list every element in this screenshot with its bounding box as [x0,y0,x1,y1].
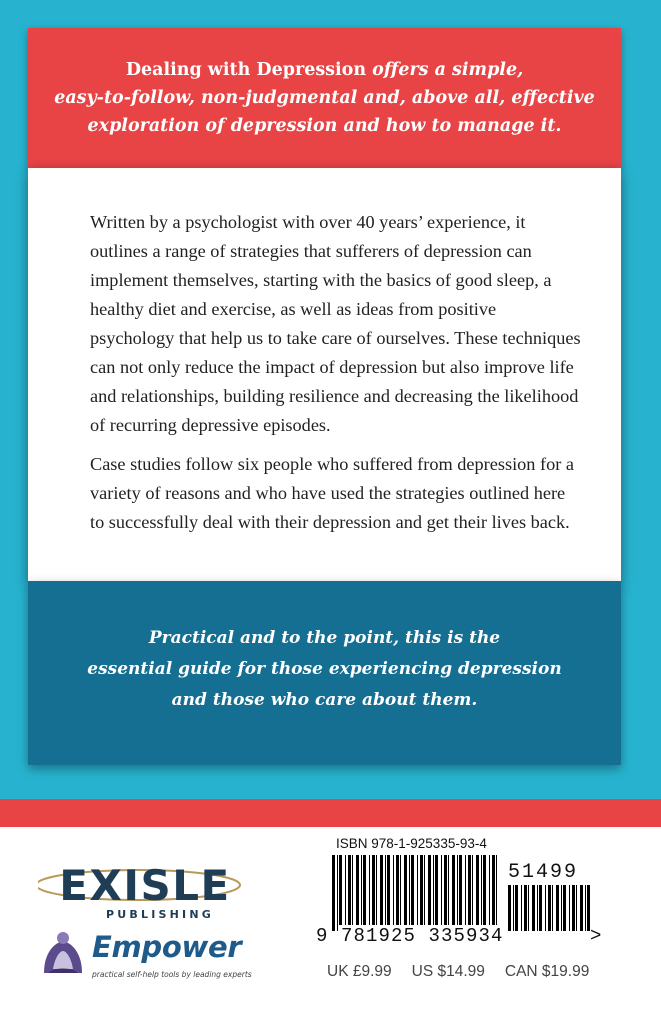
barcode-bar [483,855,486,931]
price-us: US $14.99 [411,963,485,980]
barcode-bar [433,855,434,931]
meditating-figure-icon [40,929,86,977]
headline-line-2 [48,84,601,112]
exisle-publishing-logo [38,852,253,924]
barcode-bar [352,855,353,931]
exisle-logo-sub: PUBLISHING [106,908,214,921]
headline-run: exploration of depression and how to manage it. [87,116,562,136]
price-list [327,963,607,981]
barcode-bar [552,885,553,931]
barcode-bar [572,885,575,931]
barcode-bar [528,885,529,931]
barcode-bar [339,855,342,931]
barcode-bar [539,885,542,931]
barcode-bar [459,855,462,931]
headline-text [48,56,601,140]
barcode-bar [420,855,423,931]
barcode-bar [489,855,490,931]
ean-barcode-bars [332,855,497,931]
barcode-bar [576,885,577,931]
barcode-bar [441,855,442,931]
barcode-bar [369,855,370,931]
barcode-bar [409,855,410,931]
headline-run: Dealing with Depression [125,60,373,80]
price-addon-bars [508,885,590,931]
publisher-footer [0,827,661,1020]
barcode-bar [472,855,473,931]
headline-run: easy-to-follow, non-judgmental and, above all, effective [54,88,595,108]
barcode-bar [361,855,362,931]
barcode-bar [457,855,458,931]
barcode-bar [393,855,394,931]
barcode-bar [380,855,383,931]
barcode-bar [515,885,518,931]
tagline-line-3: and those who care about them. [171,689,478,710]
barcode-bar [400,855,401,931]
empower-imprint-logo [40,927,270,989]
barcode-bar [337,855,338,931]
barcode-bar [548,885,551,931]
barcode-bar [345,855,346,931]
barcode-bar [496,855,497,931]
description-panel [28,168,621,581]
price-code-digits: 51499 [508,861,579,884]
barcode-bar [532,885,535,931]
description-paragraph-2: Case studies follow six people who suffered from depression for a variety of reasons and who have used the strategies outlined here to successfully deal with their depression and get their lives back. [90,454,575,532]
barcode-bar [556,885,559,931]
barcode-bar [411,855,414,931]
red-divider-strip [0,799,661,827]
tagline-panel [28,581,621,765]
headline-panel [28,28,621,168]
barcode-bar [452,855,455,931]
tagline-line-1: Practical and to the point, this is the [148,627,501,648]
barcode-bar [376,855,377,931]
barcode-bar [444,855,447,931]
barcode-bar [468,855,471,931]
barcode-bar [396,855,399,931]
barcode-bar [508,885,511,931]
description-paragraph-1: Written by a psychologist with over 40 years’ experience, it outlines a range of strategies that sufferers of depression can implement themselves, starting with the basics of good sleep, a healthy diet and exercise, as well as ideas from positive psychology that help us to take care of ourselves. These techniques can not only reduce the impact of depression but also improve life and relationships, building resilience and decreasing the likelihood of recurring depressive episodes. [90,212,581,435]
barcode-bar [481,855,482,931]
headline-run: offers a simple, [372,60,524,80]
tagline-line-2: essential guide for those experiencing depression [87,658,562,679]
barcode-bar [513,885,514,931]
barcode-bar [563,885,566,931]
barcode-bar [545,885,546,931]
barcode-digits: 781925 335934 [341,925,504,947]
barcode-arrow: > [590,925,602,947]
barcode-bar [417,855,418,931]
barcode-bar [356,855,359,931]
barcode-bar [580,885,583,931]
barcode-bar [385,855,386,931]
barcode-bar [537,885,538,931]
barcode-bar [424,855,425,931]
price-can: CAN $19.99 [504,963,590,980]
headline-line-1 [48,56,601,84]
barcode-bar [585,885,586,931]
barcode-bar [332,855,335,931]
barcode-bar [363,855,366,931]
empower-imprint-name: Empower [92,930,242,964]
barcode-bar [348,855,351,931]
barcode-bar [476,855,479,931]
barcode-bar [465,855,466,931]
barcode-bar [448,855,449,931]
barcode-bar [372,855,375,931]
barcode-lead-digit: 9 [316,925,328,947]
barcode-bar [404,855,407,931]
barcode-bar [435,855,438,931]
barcode-bar [492,855,495,931]
isbn-label: ISBN 978-1-925335-93-4 [336,836,487,851]
headline-line-3 [48,112,601,140]
exisle-logo-name: EXISLE [59,861,231,910]
barcode-bar [387,855,390,931]
barcode-bar [561,885,562,931]
barcode-bar [428,855,431,931]
empower-imprint-tagline: practical self-help tools by leading experts [92,970,252,979]
barcode-bar [524,885,527,931]
barcode-bar [521,885,522,931]
price-uk: UK £9.99 [327,963,392,980]
barcode-bar [569,885,570,931]
